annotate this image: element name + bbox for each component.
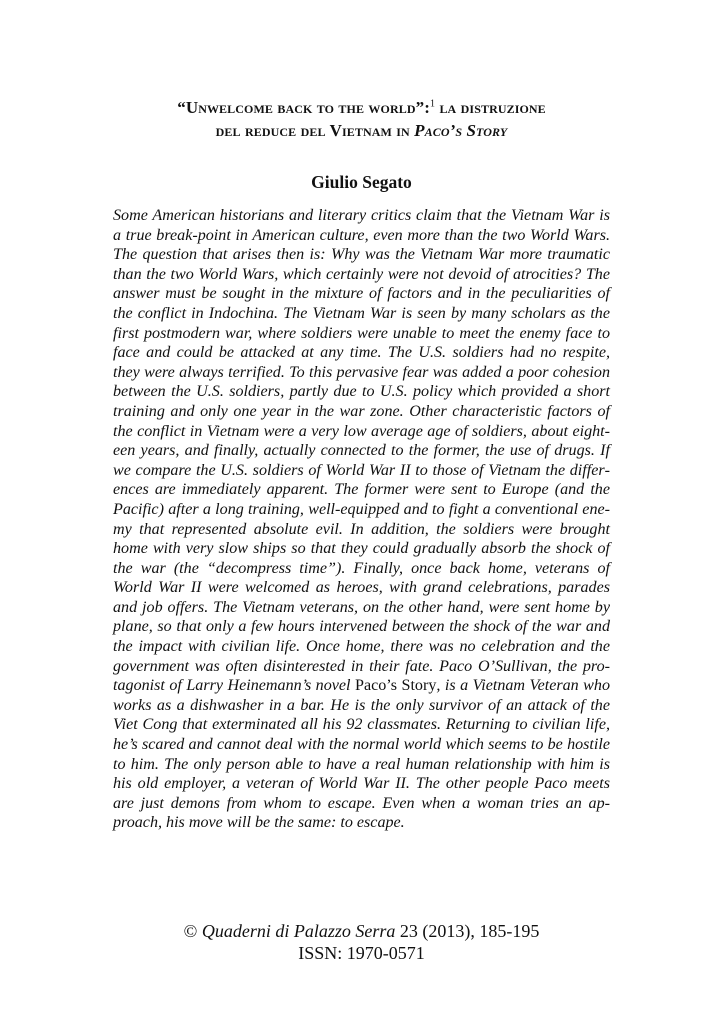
abstract-part-1: Some American historians and literary critics claim that the Vietnam War is a true break-point in American culture, even more than the two World Wars. The question that arises then is: Why was the Vietnam War more traumatic than the two World Wars, which certainly were not devoid of atrocities? The answer must be sought in the mixture of factors and in the peculiarities of the conflict in Indochina. The Vietnam War is seen by many scholars as the first postmodern war, where soldiers were unable to meet the enemy face to face and could be attacked at any time. The U.S. soldiers had no respite, they were always terrified. To this pervasive fear was added a poor cohesion between the U.S. soldiers, partly due to U.S. policy which provided a short training and only one year in the war zone. Other characteristic factors of the conflict in Vietnam were a very low average age of soldiers, about eighteen years, and finally, actually connected to the former, the use of drugs. If we compare the U.S. soldiers of World War II to those of Vietnam the differences are immediately apparent. The former were sent to Europe (and the Pacific) after a long training, well-equipped and to fight a conventional enemy that represented absolute evil. In addition, the soldiers were brought home with very slow ships so that they could gradually absorb the shock of the war (the “decompress time”). Finally, once back home, veterans of World War II were welcomed as heroes, with grand celebrations, parades and job offers. The Vietnam veterans, on the other hand, were sent home by plane, so that only a few hours intervened between the shock of the war and the impact with civilian life. Once home, there was no celebration and the government was often disinterested in their fate. Paco O’Sullivan, the protagonist of Larry Heinemann’s novel	[113, 207, 610, 695]
footnote-reference[interactable]: 1	[429, 98, 436, 110]
title-open-quote: “	[177, 98, 186, 117]
title-line-2	[60, 119, 663, 142]
journal-name: Quaderni di Palazzo Serra	[201, 921, 396, 941]
author-name: Giulio Segato	[311, 172, 412, 192]
footer-citation-line	[60, 920, 663, 942]
abstract-part-2: , is a Vietnam Veteran who works as a dishwasher in a bar. He is the only survivor of an attack of the Viet Cong that exterminated all his 92 classmates. Returning to civilian life, he’s scared and cannot deal with the normal world which seems to be hostile to him. The only person able to have a real human relationship with him is his old employer, a veteran of World War II. The other people Paco meets are just demons from whom to escape. Even when a woman tries an approach, his move will be the same: to escape.	[113, 677, 610, 832]
abstract	[113, 206, 610, 833]
title-line1-rest: la distruzione	[435, 98, 546, 117]
abstract-book-title: Paco’s Story	[355, 677, 437, 695]
issn-line: ISSN: 1970-0571	[298, 943, 425, 963]
title-quoted-phrase: Unwelcome back to the world	[185, 98, 416, 117]
copyright-symbol: ©	[183, 921, 202, 941]
title-book-name: Paco’s Story	[414, 121, 508, 140]
journal-footer	[60, 920, 663, 964]
journal-citation: 23 (2013), 185-195	[395, 921, 540, 941]
article-title	[60, 96, 663, 142]
title-line-1	[60, 96, 663, 119]
title-close-quote: ”:	[415, 98, 430, 117]
title-line2-text: del reduce del Vietnam in	[215, 121, 415, 140]
